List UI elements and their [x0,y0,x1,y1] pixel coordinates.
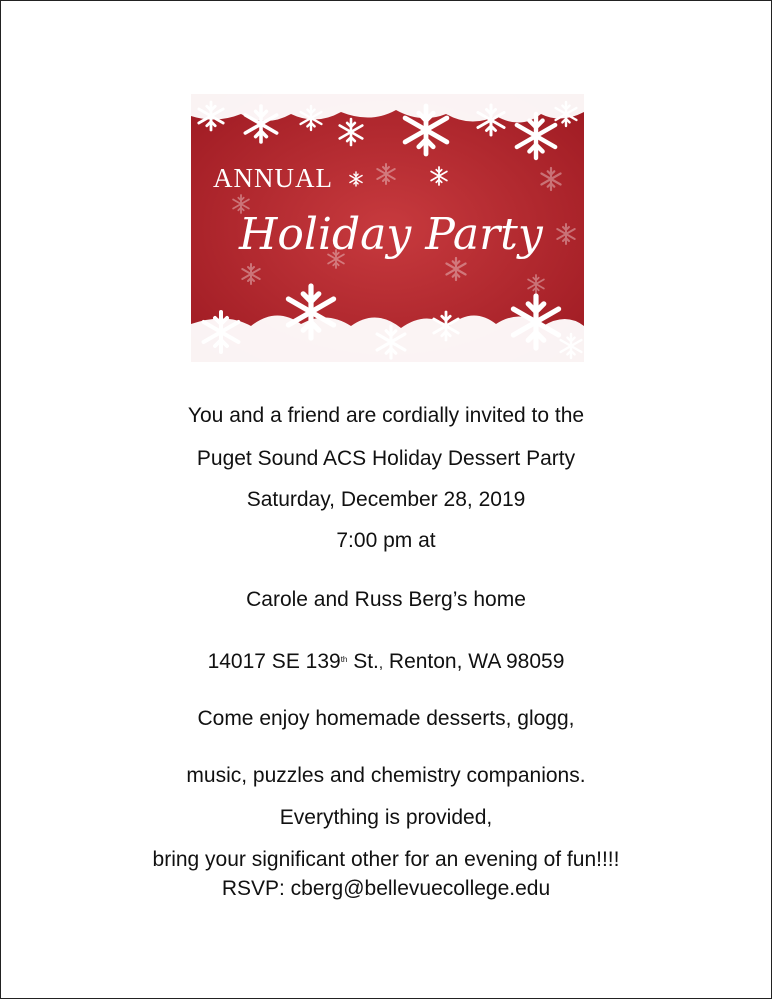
address-street-suffix: St. [347,650,379,673]
invite-date: Saturday, December 28, 2019 [246,488,526,511]
holiday-party-banner [191,94,584,362]
banner-graphic [191,94,584,362]
rsvp-line: RSVP: cberg@bellevuecollege.edu [221,877,551,900]
banner-annual-text: ANNUAL [213,163,333,193]
address-ordinal-suffix: th [340,655,348,664]
address-comma: , [378,655,384,672]
invite-line-6: Come enjoy homemade desserts, glogg, [197,707,575,730]
banner-holiday-party-text: Holiday Party [239,209,543,260]
invite-time: 7:00 pm at [336,529,436,552]
invite-host: Carole and Russ Berg’s home [246,588,526,611]
address-street-number: 14017 SE 139 [207,650,341,673]
address-city: Renton, WA 98059 [383,650,565,673]
invite-address [1,647,771,677]
invite-line-1: You and a friend are cordially invited to the [187,404,585,427]
invite-line-8: Everything is provided, [279,806,493,829]
invite-line-7: music, puzzles and chemistry companions. [186,764,586,787]
invite-line-9: bring your significant other for an evening of fun!!!! [152,848,620,871]
invite-line-2: Puget Sound ACS Holiday Dessert Party [196,447,576,470]
